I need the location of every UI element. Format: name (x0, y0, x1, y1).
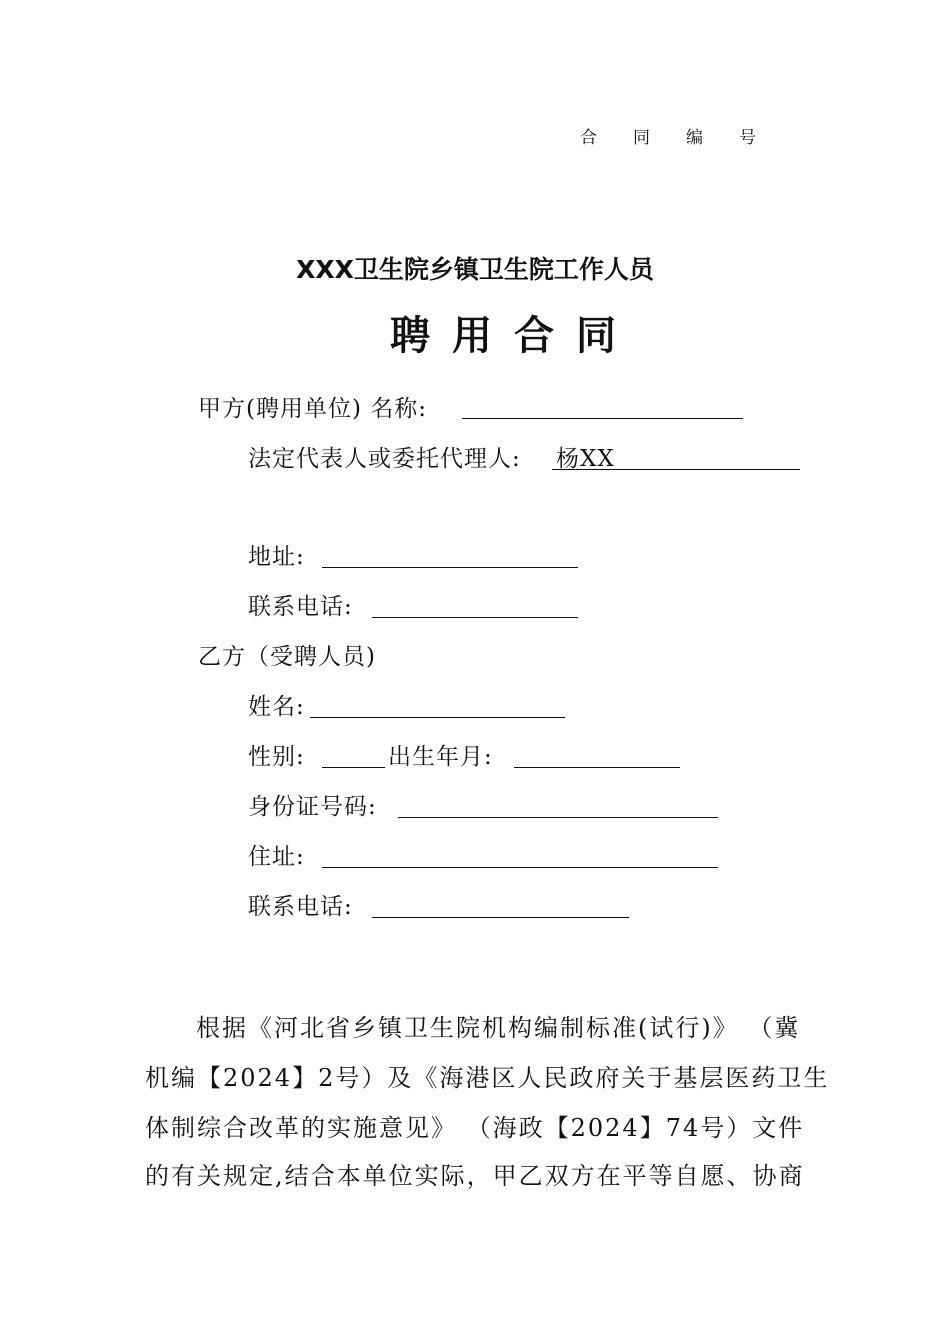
party-a-address-label: 地址: (248, 544, 305, 570)
party-b-name-label: 姓名: (248, 694, 305, 720)
body-paragraph-line-2: 机编【2024】2号）及《海港区人民政府关于基层医药卫生 (145, 1064, 830, 1092)
party-b-birth-label: 出生年月: (388, 744, 493, 770)
party-a-address-row (248, 541, 305, 573)
party-a-name-row (198, 393, 427, 425)
party-b-id-row (248, 791, 377, 823)
party-b-id-label: 身份证号码: (248, 794, 377, 820)
party-a-phone-row (248, 591, 353, 623)
party-b-gender-label: 性别: (248, 744, 305, 770)
party-b-address-row (248, 841, 305, 873)
party-b-phone-underline (372, 917, 629, 918)
party-a-name-underline (462, 418, 743, 419)
party-b-phone-row (248, 891, 353, 923)
party-b-phone-label: 联系电话: (248, 894, 353, 920)
party-a-phone-underline (372, 617, 578, 618)
party-b-address-label: 住址: (248, 844, 305, 870)
body-paragraph-line-1: 根据《河北省乡镇卫生院机构编制标准(试行)》 （冀 (196, 1014, 801, 1042)
party-b-birth-underline (514, 767, 680, 768)
party-a-phone-label: 联系电话: (248, 594, 353, 620)
party-b-heading: 乙方（受聘人员) (198, 644, 376, 670)
body-paragraph-line-3: 体制综合改革的实施意见》 （海政【2024】74号）文件 (145, 1114, 805, 1142)
party-a-heading: 甲方(聘用单位) 名称: (198, 396, 428, 422)
document-subtitle: 聘用合同 (390, 313, 638, 359)
party-b-gender-underline (322, 767, 385, 768)
document-title: XXX卫生院乡镇卫生院工作人员 (296, 255, 654, 284)
party-a-representative-label: 法定代表人或委托代理人: (248, 446, 521, 472)
party-b-gender-row (248, 741, 305, 773)
party-a-representative-row (248, 443, 521, 475)
party-b-address-underline (322, 867, 718, 868)
party-a-representative-value: 杨XX (556, 446, 615, 472)
party-b-birth-row (388, 741, 493, 773)
party-b-id-underline (398, 817, 718, 818)
body-paragraph-line-4: 的有关规定,结合本单位实际，甲乙双方在平等自愿、协商 (145, 1162, 805, 1190)
party-b-name-underline (310, 717, 565, 718)
party-b-name-row (248, 691, 305, 723)
party-a-address-underline (322, 567, 578, 568)
contract-number-label: 合同编号 (580, 128, 792, 148)
party-a-representative-underline (552, 469, 800, 470)
